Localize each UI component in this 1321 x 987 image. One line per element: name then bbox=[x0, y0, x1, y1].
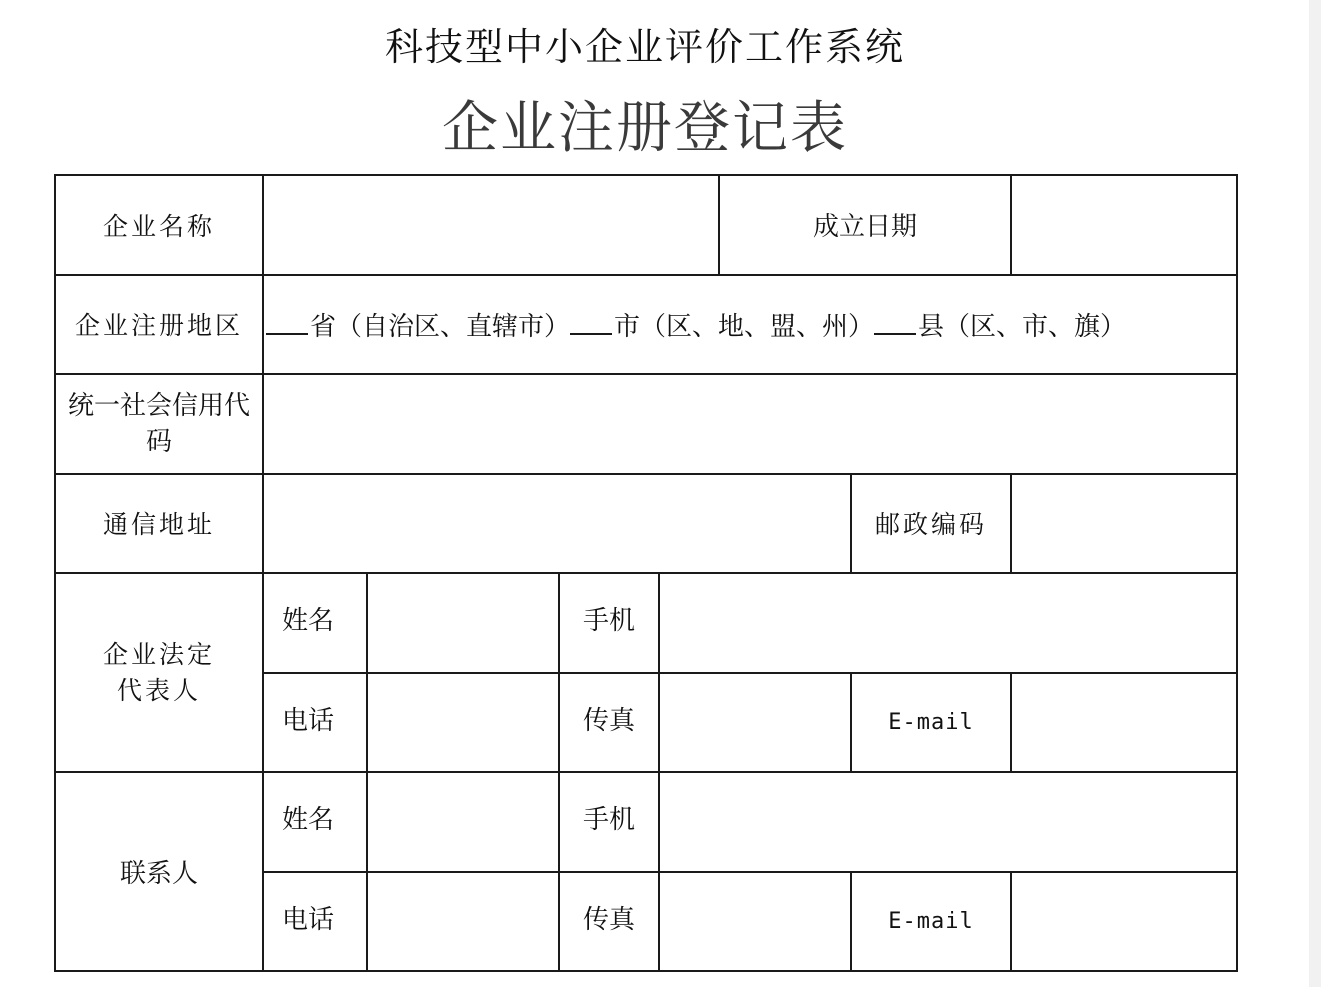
company-name-field[interactable] bbox=[263, 175, 719, 275]
legal-rep-name-field[interactable] bbox=[367, 573, 559, 673]
row-contact-1 bbox=[55, 772, 1237, 872]
credit-code-field[interactable] bbox=[263, 374, 1237, 474]
county-text: 县（区、市、旗） bbox=[918, 311, 1127, 342]
legal-rep-fax-field[interactable] bbox=[659, 673, 851, 773]
contact-email-label: E-mail bbox=[851, 872, 1011, 972]
province-text: 省（自治区、直辖市） bbox=[310, 311, 571, 342]
system-title: 科技型中小企业评价工作系统 bbox=[384, 25, 905, 69]
legal-rep-phone-field[interactable] bbox=[367, 673, 559, 773]
scrollbar-track[interactable] bbox=[1309, 0, 1321, 987]
contact-fax-field[interactable] bbox=[659, 872, 851, 972]
row-credit-code bbox=[55, 374, 1237, 474]
row-region bbox=[55, 275, 1237, 375]
legal-rep-label-line1: 企业法定 bbox=[102, 639, 215, 669]
contact-phone-label: 电话 bbox=[263, 872, 367, 972]
city-blank[interactable] bbox=[570, 309, 612, 335]
legal-rep-name-label: 姓名 bbox=[263, 573, 367, 673]
form-title: 企业注册登记表 bbox=[442, 96, 848, 161]
contact-name-field[interactable] bbox=[367, 772, 559, 872]
credit-code-label: 统一社会信用代码 bbox=[55, 374, 263, 474]
postal-code-field[interactable] bbox=[1011, 474, 1237, 574]
legal-rep-mobile-field[interactable] bbox=[659, 573, 1237, 673]
contact-email-field[interactable] bbox=[1011, 872, 1237, 972]
address-field[interactable] bbox=[263, 474, 851, 574]
region-label: 企业注册地区 bbox=[55, 275, 263, 375]
registration-form-table bbox=[54, 174, 1238, 972]
legal-rep-fax-label: 传真 bbox=[559, 673, 659, 773]
company-name-label: 企业名称 bbox=[55, 175, 263, 275]
contact-label: 联系人 bbox=[55, 772, 263, 971]
legal-rep-label-line2: 代表人 bbox=[116, 675, 201, 705]
province-blank[interactable] bbox=[266, 309, 308, 335]
founding-date-field[interactable] bbox=[1011, 175, 1237, 275]
city-text: 市（区、地、盟、州） bbox=[614, 311, 875, 342]
legal-rep-email-label: E-mail bbox=[851, 673, 1011, 773]
county-blank[interactable] bbox=[874, 309, 916, 335]
address-label: 通信地址 bbox=[55, 474, 263, 574]
row-legal-rep-1 bbox=[55, 573, 1237, 673]
contact-mobile-label: 手机 bbox=[559, 772, 659, 872]
row-address bbox=[55, 474, 1237, 574]
founding-date-label: 成立日期 bbox=[719, 175, 1011, 275]
legal-rep-mobile-label: 手机 bbox=[559, 573, 659, 673]
legal-rep-email-field[interactable] bbox=[1011, 673, 1237, 773]
row-company-name bbox=[55, 175, 1237, 275]
contact-phone-field[interactable] bbox=[367, 872, 559, 972]
legal-rep-label bbox=[55, 573, 263, 772]
postal-code-label: 邮政编码 bbox=[851, 474, 1011, 574]
legal-rep-phone-label: 电话 bbox=[263, 673, 367, 773]
contact-mobile-field[interactable] bbox=[659, 772, 1237, 872]
contact-fax-label: 传真 bbox=[559, 872, 659, 972]
region-field bbox=[263, 275, 1237, 375]
contact-name-label: 姓名 bbox=[263, 772, 367, 872]
